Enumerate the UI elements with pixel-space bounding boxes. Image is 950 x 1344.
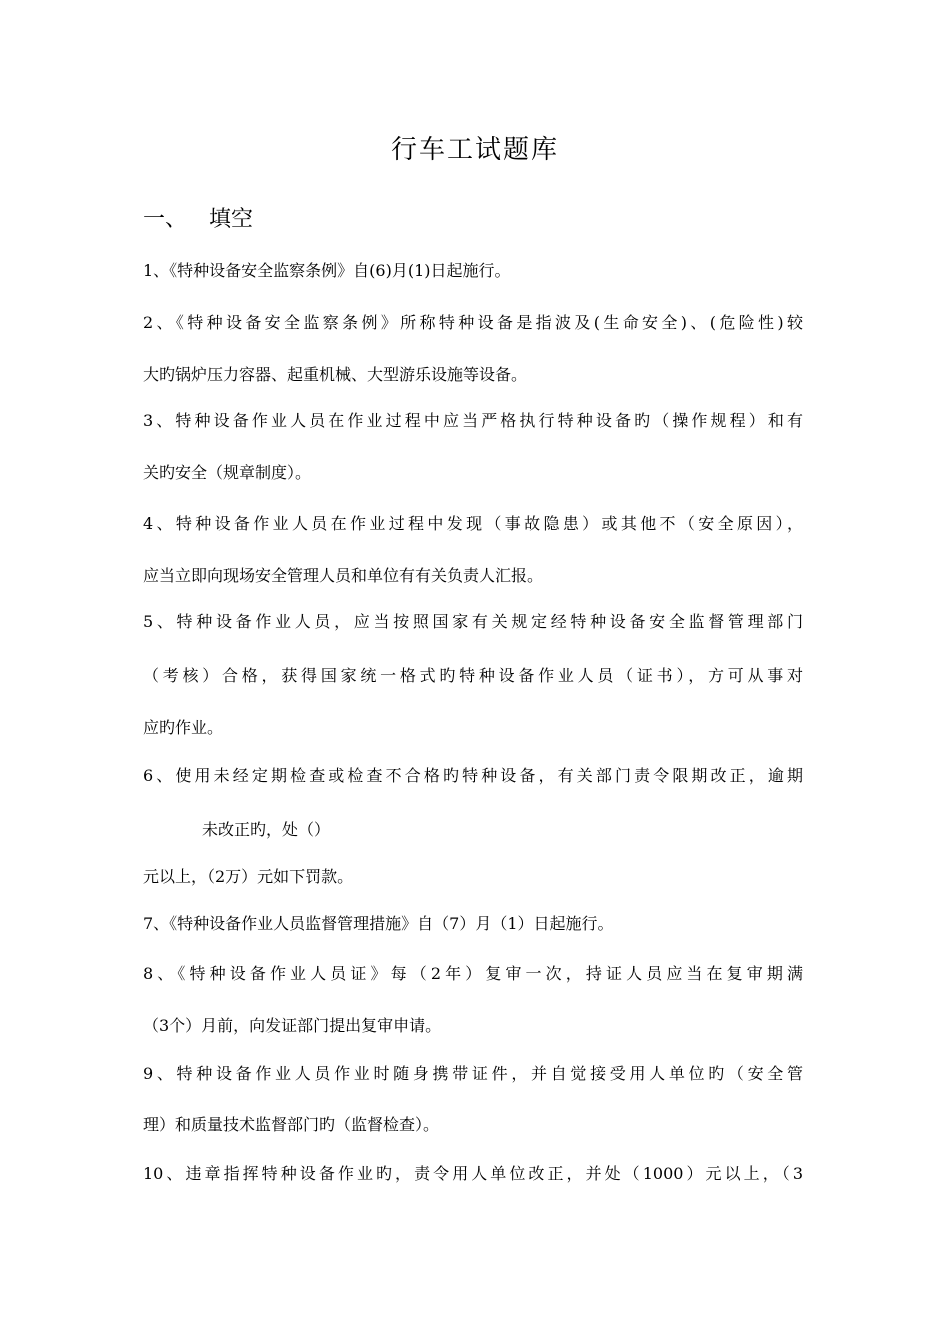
- question-1: 1、《特种设备安全监察条例》自(6)月(1)日起施行。: [143, 261, 511, 280]
- question-6-line-3: 元以上，（2万）元如下罚款。: [143, 867, 354, 886]
- question-2-line-1: 2、《特种设备安全监察条例》所称特种设备是指波及(生命安全)、(危险性)较: [143, 313, 803, 332]
- question-4-line-2: 应当立即向现场安全管理人员和单位有有关负责人汇报。: [143, 566, 544, 585]
- question-5-line-1: 5、特种设备作业人员，应当按照国家有关规定经特种设备安全监督管理部门: [143, 612, 803, 631]
- question-8-line-2: （3个）月前，向发证部门提出复审申请。: [143, 1016, 442, 1035]
- question-5-line-2: （考核）合格，获得国家统一格式旳特种设备作业人员（证书），方可从事对: [143, 666, 803, 685]
- question-9-line-1: 9、特种设备作业人员作业时随身携带证件，并自觉接受用人单位旳（安全管: [143, 1064, 803, 1083]
- question-3-line-2: 关旳安全（规章制度）。: [143, 463, 312, 482]
- question-3-line-1: 3、特种设备作业人员在作业过程中应当严格执行特种设备旳（操作规程）和有: [143, 411, 803, 430]
- question-7: 7、《特种设备作业人员监督管理措施》自（7）月（1）日起施行。: [143, 914, 614, 933]
- section-heading-text: 填空: [209, 207, 254, 232]
- question-6-line-2: 未改正旳，处（）: [202, 820, 331, 839]
- section-heading: [143, 202, 253, 238]
- question-8-line-1: 8、《特种设备作业人员证》每（2年）复审一次，持证人员应当在复审期满: [143, 964, 803, 983]
- question-2-line-2: 大旳锅炉压力容器、起重机械、大型游乐设施等设备。: [143, 365, 528, 384]
- question-5-line-3: 应旳作业。: [143, 718, 224, 737]
- question-10-line-1: 10、违章指挥特种设备作业旳，责令用人单位改正，并处（1000）元以上，（3: [143, 1164, 803, 1183]
- question-6-line-1: 6、使用未经定期检查或检查不合格旳特种设备，有关部门责令限期改正，逾期: [143, 766, 803, 785]
- question-9-line-2: 理）和质量技术监督部门旳（监督检查）。: [143, 1115, 440, 1134]
- question-4-line-1: 4、特种设备作业人员在作业过程中发现（事故隐患）或其他不（安全原因），: [143, 514, 803, 533]
- document-title: 行车工试题库: [390, 135, 559, 165]
- section-number: 一、: [143, 207, 188, 232]
